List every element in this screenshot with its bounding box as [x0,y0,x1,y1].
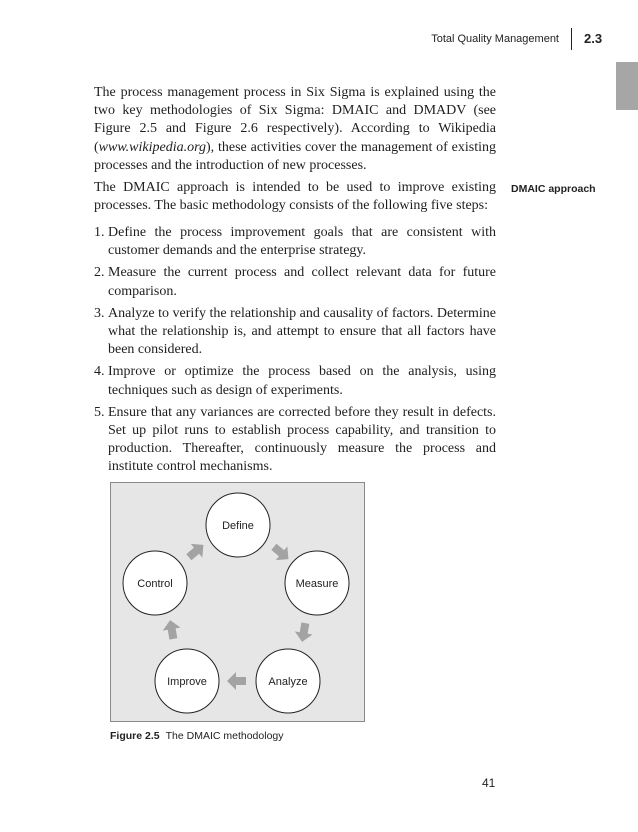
arrow-define-to-measure [268,540,294,566]
list-item-text: Measure the current process and collect relevant data for future comparison. [108,265,496,299]
wikipedia-url: www.wikipedia.org [98,139,207,155]
running-header-title: Total Quality Management [431,33,559,45]
steps-list [94,224,496,481]
list-item [94,224,496,260]
list-item-text: Define the process improvement goals that are consistent with customer demands and the enterprise strategy. [108,225,496,259]
node-control [123,551,187,615]
arrow-improve-to-control [161,619,182,641]
list-item [94,305,496,360]
list-item-number: 3. [94,305,105,321]
dmaic-cycle-diagram [111,483,364,721]
figure-caption-number: Figure 2.5 [110,730,160,742]
paragraph-intro-text-b: ), these activities cover the management of existing processes and the introduction of new processes. [94,139,496,173]
list-item-number: 2. [94,265,105,281]
node-improve-label: Improve [167,676,207,688]
paragraph-dmaic: The DMAIC approach is intended to be used to improve existing processes. The basic methodology consists of the following five steps: [94,180,496,214]
page-number: 41 [482,776,496,790]
arrow-analyze-to-improve [227,672,246,690]
node-control-label: Control [137,578,173,590]
dmaic-figure [110,482,365,722]
list-item [94,363,496,399]
running-header-section: 2.3 [584,31,603,46]
list-item-text: Improve or optimize the process based on the analysis, using techniques such as design of experiments. [108,364,496,398]
list-item-number: 1. [94,225,105,240]
node-analyze-label: Analyze [268,676,308,688]
figure-caption-text: The DMAIC methodology [165,730,284,742]
node-measure [285,551,349,615]
paragraph-intro [94,84,496,175]
node-define [206,493,270,557]
list-item-text: Analyze to verify the relationship and causality of factors. Determine what the relationship is, and attempt to ensure that all factors have been considered. [108,305,496,358]
node-define-label: Define [222,520,254,532]
node-measure-label: Measure [295,578,339,590]
list-item-number: 4. [94,364,105,380]
node-improve [155,649,219,713]
header-divider [571,28,572,50]
list-item [94,264,496,300]
list-item-text: Ensure that any variances are corrected before they result in defects. Set up pilot runs to establish process capability, and transition to production. Thereafter, continuously measure the process and institute control mechanisms. [108,404,496,475]
node-analyze [256,649,320,713]
margin-note: DMAIC approach [511,183,596,195]
figure-caption [110,730,284,742]
arrow-control-to-define [183,538,209,564]
paragraph-intro-text-a: The process management process in Six Sigma is explained using the two key methodologies of Six Sigma: DMAIC and DMADV (see Figure 2.5 and Figure 2.6 respectively). According to Wikipedia ( [94,85,496,155]
chapter-thumb-tab [616,62,638,110]
list-item [94,404,496,477]
arrow-measure-to-analyze [293,622,314,644]
list-item-number: 5. [94,404,105,420]
